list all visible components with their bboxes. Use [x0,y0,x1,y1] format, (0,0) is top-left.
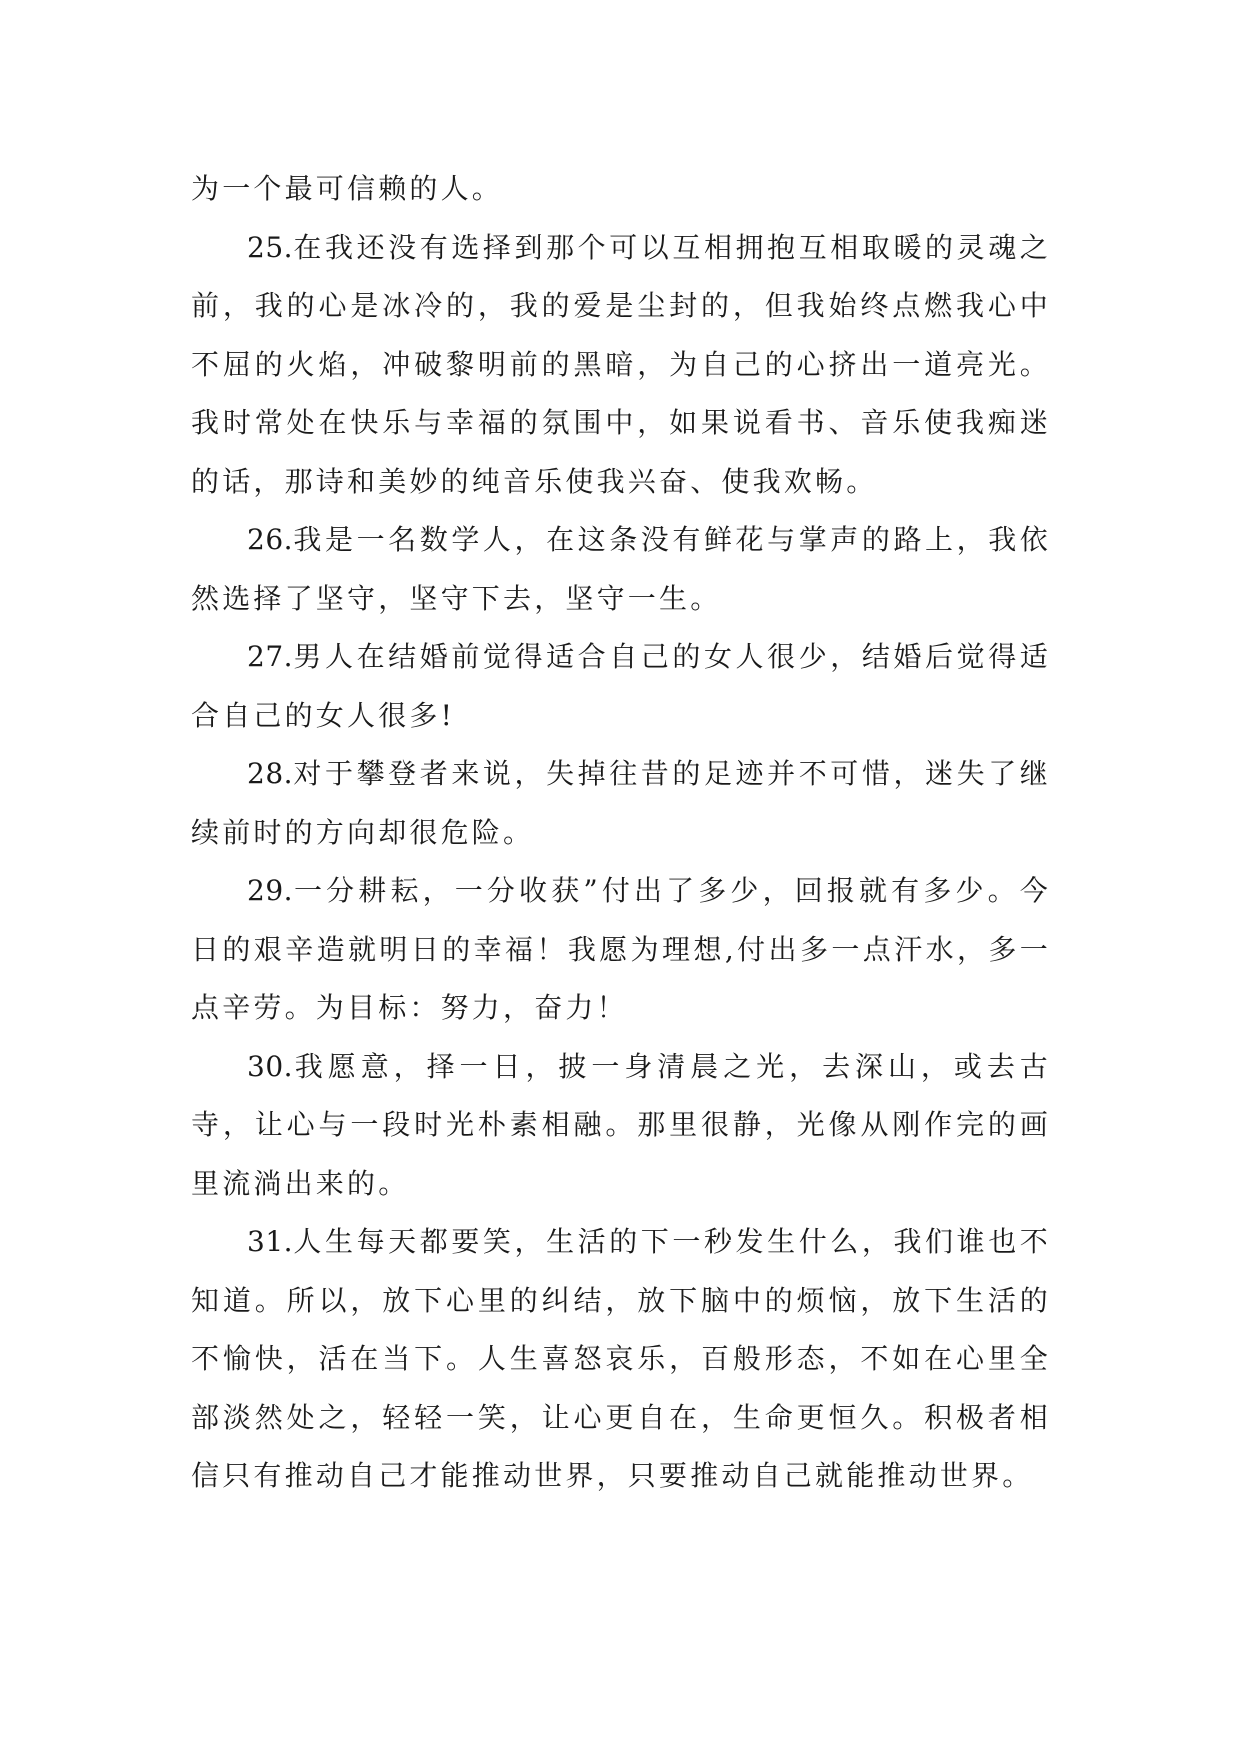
body-text [191,160,1051,1506]
paragraph-27 [191,628,1051,745]
paragraph-text: 人生每天都要笑，生活的下一秒发生什么，我们谁也不知道。所以，放下心里的纠结，放下脑中的烦恼，放下生活的不愉快，活在当下。人生喜怒哀乐，百般形态，不如在心里全部淡然处之，轻轻一笑，让心更自在，生命更恒久。积极者相信只有推动自己才能推动世界，只要推动自己就能推动世界。 [191,1225,1051,1492]
paragraph-number: 25. [247,230,294,264]
paragraph-number: 26. [247,523,294,556]
paragraph-29 [191,862,1051,1038]
paragraph-31 [191,1213,1051,1506]
paragraph-24-tail [191,160,1051,219]
paragraph-30 [191,1038,1051,1214]
paragraph-text: 我愿意，择一日，披一身清晨之光，去深山，或去古寺，让心与一段时光朴素相融。那里很静，光像从刚作完的画里流淌出来的。 [191,1049,1051,1200]
paragraph-number: 31. [247,1225,294,1258]
paragraph-number: 28. [247,757,294,790]
paragraph-text: 对于攀登者来说，失掉往昔的足迹并不可惜，迷失了继续前时的方向却很危险。 [191,757,1051,849]
paragraph-26 [191,511,1051,628]
paragraph-text: 男人在结婚前觉得适合自己的女人很少，结婚后觉得适合自己的女人很多! [191,640,1051,732]
paragraph-text: 我是一名数学人，在这条没有鲜花与掌声的路上，我依然选择了坚守，坚守下去，坚守一生。 [191,523,1051,615]
paragraph-25 [191,219,1051,512]
paragraph-number: 27. [247,640,294,673]
paragraph-number: 29. [247,874,294,907]
paragraph-number: 30. [247,1049,294,1083]
paragraph-text: 一分耕耘，一分收获”付出了多少，回报就有多少。今日的艰辛造就明日的幸福！我愿为理想,付出多一点汗水，多一点辛劳。为目标：努力，奋力！ [191,874,1051,1024]
paragraph-28 [191,745,1051,862]
paragraph-text: 在我还没有选择到那个可以互相拥抱互相取暖的灵魂之前，我的心是冰冷的，我的爱是尘封的，但我始终点燃我心中不屈的火焰，冲破黎明前的黑暗，为自己的心挤出一道亮光。我时常处在快乐与幸福的氛围中，如果说看书、音乐使我痴迷的话，那诗和美妙的纯音乐使我兴奋、使我欢畅。 [191,230,1051,498]
paragraph-text: 为一个最可信赖的人。 [191,172,504,205]
